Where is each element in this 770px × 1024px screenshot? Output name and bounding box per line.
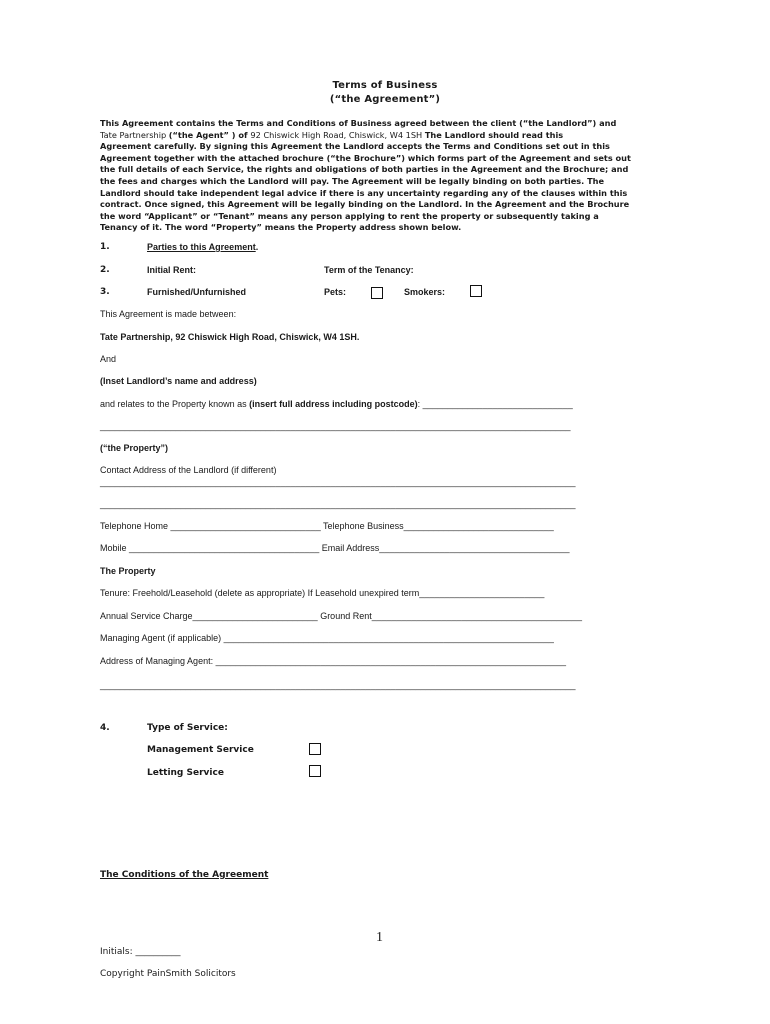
tenure-field[interactable]: Tenure: Freehold/Leasehold (delete as appropriate) If Leasehold unexpired term_________________________: [100, 588, 545, 598]
pets-checkbox[interactable]: [371, 287, 383, 299]
intro-line: the full details of each Service, the rights and obligations of both parties in the Agreement and the Brochure; and: [100, 164, 629, 175]
page-number: 1: [376, 930, 383, 945]
agent-name: Tate Partnership: [100, 129, 169, 140]
item-number: 4.: [100, 723, 110, 733]
managing-agent-address-field[interactable]: Address of Managing Agent: ______________________________________________________________________: [100, 656, 566, 666]
mobile-email-fields[interactable]: Mobile ______________________________________ Email Address______________________________________: [100, 543, 570, 553]
service-charge-field[interactable]: Annual Service Charge_________________________ Ground Rent__________________________________________: [100, 611, 582, 621]
copyright-footer: Copyright PainSmith Solicitors: [100, 969, 236, 979]
address-blank-line[interactable]: ______________________________________________________________________________________________: [100, 421, 571, 431]
parties-heading-text: Parties to this Agreement: [147, 242, 256, 252]
parties-heading: [147, 242, 258, 252]
contact-address-label: Contact Address of the Landlord (if different): [100, 465, 277, 475]
management-service-label: Management Service: [147, 745, 254, 755]
relates-instruction: (insert full address including postcode): [249, 399, 418, 409]
agent-label: (“the Agent” ) of: [168, 129, 251, 140]
document-subtitle: (“the Agreement”): [329, 94, 441, 105]
intro-line: This Agreement contains the Terms and Conditions of Business agreed between the client (“the Landlord”) and: [100, 118, 617, 128]
intro-line: Agreement carefully. By signing this Agreement the Landlord accepts the Terms and Conditions set out in this: [100, 141, 610, 152]
the-property-label: (“the Property”): [100, 443, 169, 453]
letting-service-checkbox[interactable]: [309, 765, 321, 777]
intro-line: Tenancy of it. The word “Property” means the Property address shown below.: [100, 222, 462, 233]
made-between-text: This Agreement is made between:: [100, 309, 237, 319]
managing-agent-field[interactable]: Managing Agent (if applicable) __________________________________________________________________: [100, 633, 554, 643]
contact-address-line[interactable]: _______________________________________________________________________________________________: [100, 477, 576, 487]
intro-line: contract. Once signed, this Agreement will be legally binding on the Landlord. In the Agreement and the Brochure: [100, 199, 630, 210]
intro-paragraph: [100, 118, 662, 234]
intro-line: Agreement together with the attached brochure (“the Brochure”) which forms part of the Agreement and sets out: [100, 152, 631, 163]
term-label: Term of the Tenancy:: [324, 265, 414, 275]
and-text: And: [100, 354, 117, 364]
telephone-fields[interactable]: Telephone Home ______________________________ Telephone Business______________________________: [100, 521, 554, 531]
item-number: 3.: [100, 287, 110, 297]
relates-text: and relates to the Property known as: [100, 399, 250, 409]
pets-label: Pets:: [324, 287, 347, 297]
item-number: 1.: [100, 242, 110, 252]
initials-field[interactable]: Initials: __________: [100, 947, 181, 957]
smokers-label: Smokers:: [404, 287, 446, 297]
address-blank: : ______________________________: [417, 399, 573, 409]
type-of-service-label: Type of Service:: [147, 723, 228, 733]
smokers-checkbox[interactable]: [470, 285, 482, 297]
agent-address-inline: 92 Chiswick High Road, Chiswick, W4 1SH: [250, 129, 425, 140]
conditions-heading: The Conditions of the Agreement: [100, 870, 269, 880]
furnished-label: Furnished/Unfurnished: [147, 287, 246, 297]
parties-heading-dot: .: [255, 242, 259, 252]
contact-address-line[interactable]: _______________________________________________________________________________________________: [100, 499, 576, 509]
initial-rent-label: Initial Rent:: [147, 265, 196, 275]
intro-line: the fees and charges which the Landlord will pay. The Agreement will be legally binding on both parties. The: [100, 175, 605, 186]
item-number: 2.: [100, 265, 110, 275]
landlord-prompt: (Inset Landlord’s name and address): [100, 376, 257, 386]
management-service-checkbox[interactable]: [309, 743, 321, 755]
document-title: Terms of Business: [332, 80, 438, 91]
intro-text: The Landlord should read this: [424, 129, 564, 140]
agent-address-line: Tate Partnership, 92 Chiswick High Road, Chiswick, W4 1SH.: [100, 332, 360, 342]
the-property-heading: The Property: [100, 566, 156, 576]
managing-agent-address-line[interactable]: _______________________________________________________________________________________________: [100, 680, 576, 690]
letting-service-label: Letting Service: [147, 768, 224, 778]
intro-line: the word “Applicant” or “Tenant” means any person applying to rent the property or subsequently taking a: [100, 210, 599, 221]
intro-line: [100, 130, 662, 142]
intro-line: Landlord should take independent legal advice if there is any uncertainty regarding any of the clauses within this: [100, 187, 628, 198]
property-address-field[interactable]: [100, 399, 573, 409]
